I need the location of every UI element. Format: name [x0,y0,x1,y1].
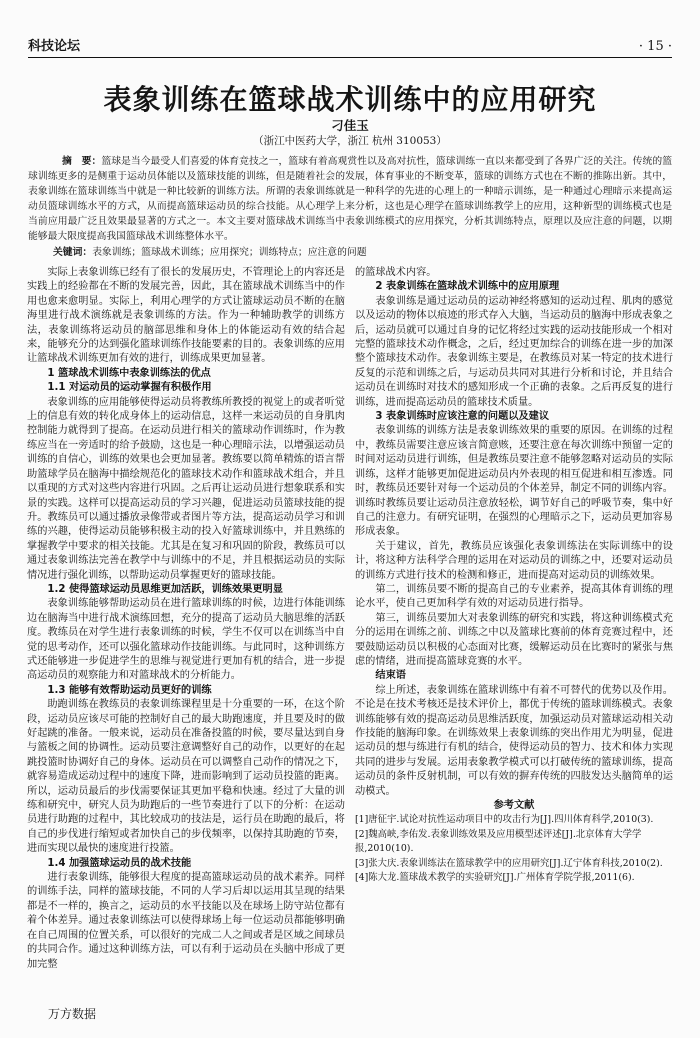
database-watermark: 万方数据 [48,1007,97,1021]
reference-item: [3]张大庆.表象训练法在篮球教学中的应用研究[J].辽宁体育科技,2010(2). [355,857,663,869]
section-2-paragraph: 表象训练是通过运动员的运动神经将感知的运动过程、肌肉的感觉以及运动的物体以痕迹的形式存入大脑，当运动员的脑海中形成表象之后，运动员就可以通过自身的记忆将经过实践的运动技能形成一个相对完整的篮球技术动作概念，之后，经过更加综合的训练在进一步的加深整个篮球技术动作。表象训练主要是，在教练员对某一特定的技术进行反复的示范和训练之后，与运动员共同对其进行分析和讨论，并且结合运动员在训练时对技术的感知形成一个正确的表象。之后再反复的进行训练，进而提高运动员的篮球技术质量。 [355,295,673,408]
section-1-2-paragraph: 表象训练能够帮助运动员在进行篮球训练的时候，边进行体能训练边在脑海当中进行战术演练回想，充分的提高了运动员大脑思维的活跃度。教练员在对学生进行表象训练的时候，学生不仅可以在训练当中自觉的思考动作，还可以强化篮球动作技能训练。与此同时，这种训练方式还能够进一步促进学生的思维与视觉进行更加有机的结合，进一步提高运动员的观察能力和对篮球战术的分析能力。 [27,598,345,682]
section-1-1-paragraph: 表象训练的应用能够使得运动员将教练所教授的视觉上的或者听觉上的信息有效的转化成身体上的运动信息，这样一来运动员的自身肌肉控制能力就得到了提高。在运动员进行相关的篮球动作训练时，作为教练应当在一旁适时的给予鼓励，这也是一种心理暗示法，以增强运动员训练的自信心，训练的效果也会更加显著。教练要以简单精炼的语言帮助篮球学员在脑海中描绘规范化的篮球技术动作和篮球战术组合，并且以重现的方式对这些内容进行巩固。之后再让运动员进行想象联系和实景的实践。这样可以提高运动员的学习兴趣，促进运动员篮球技能的提升。教练员可以通过播放录像带或者图片等方法，提高运动员学习和训练的兴趣，使得运动员能够积极主动的投入好篮球训练中，并且熟练的掌握教学中要求的相关技能。尤其是在复习和巩固的阶段，教练员可以通过表象训练法完善在教学中与训练中的不足，并且根据运动员的实际情况进行强化训练，以帮助运动员掌握更好的篮球技能。 [27,396,345,581]
author-affiliation: （浙江中医药大学，浙江 杭州 310053） [253,135,447,147]
keywords-text: 表象训练；篮球战术训练；应用探究；训练特点；应注意的问题 [92,247,367,258]
conclusion-heading: 结束语 [375,670,406,682]
author-name: 刁佳玉 [331,118,369,133]
running-header [28,38,672,56]
journal-section-name: 科技论坛 [28,39,81,54]
header-rule [28,57,672,58]
section-1-4-heading: 1.4 加强篮球运动员的战术技能 [47,857,192,869]
suggestion-1-paragraph: 关于建议，首先，教练员应该强化表象训练法在实际训练中的设计，将这种方法科学合理的运用在对运动员的训练之中，还要对运动员的训练方式进行技术的检测和修正，进而提高对运动员的训练效果。 [355,540,673,581]
section-1-4-paragraph: 进行表象训练，能够很大程度的提高篮球运动员的战术素养。同样的训练手法，同样的篮球技能，不同的人学习后却以运用其呈现的结果都是不一样的，换言之，运动员的水平技能以及在球场上防守站位都有着个体差异。通过表象训练法可以使得球场上每一位运动员都能够明确在自己周围的位置关系，可以很好的完成二人之间或者是区域之间球员的共同合作。通过这种训练方法，可以有利于运动员在头脑中形成了更加完整 [27,872,345,970]
article-title: 表象训练在篮球战术训练中的应用研究 [103,83,597,116]
section-1-4-paragraph-continued: 的篮球战术内容。 [355,267,437,278]
abstract-text: 篮球是当今最受人们喜爱的体育竞技之一，篮球有着高观赏性以及高对抗性，篮球训练一直以来都受到了各界广泛的关注。传统的篮球训练更多的是侧重于运动员体能以及篮球技能的训练，但是随着社会的发展，体育事业的不断变革，篮球的训练方式也在不断的推陈出新。其中，表象训练在篮球训练当中就是一种比较新的训练方法。所谓的表象训练就是一种科学的先进的心理上的一种暗示训练，是一种通过心理暗示来提高运动员篮球训练水平的方式，从而提高篮球运动员的综合技能。从心理学上来分析，这也是心理学在篮球训练教学上的应用，这种新型的训练模式也是当前应用最广泛且效果最显著的方式之一。本文主要对篮球战术训练当中表象训练模式的应用探究，分析其训练特点，原理以及应注意的问题，以期能够最大限度提高我国篮球战术训练整体水平。 [28,156,673,242]
section-1-heading: 1 篮球战术训练中表象训练法的优点 [47,367,211,379]
reference-item: [1]唐征宇.试论对抗性运动项目中的攻击行为[J].四川体育科学,2010(3). [355,814,654,826]
section-1-3-paragraph: 助跑训练在教练员的表象训练课程里是十分重要的一环，在这个阶段，运动员应该尽可能的控制好自己的最大助跑速度，并且要及时的做好起跳的准备。一般来说，运动员在准备投篮的时候，要尽量达到自身与篮板之间的协调性。运动员要注意调整好自己的动作，以更好的在起跳投篮时协调好自己的身体。运动员在可以调整自己动作的情况之下，就容易造成运动过程中的速度下降，进而影响到了运动员投篮的距离。所以，运动员最后的步伐需要保证其更加平稳和快速。经过了大量的训练和研究中，研究人员为助跑后的一些节奏进行了以下的分析：在运动员进行助跑的过程中，其比较成功的技法是，运行员在助跑的最后，将自己的步伐进行缩短或者加快自己的步伐频率，以保持其助跑的节奏，进而实现以最快的速度进行投篮。 [27,699,345,855]
abstract [28,154,672,244]
section-3-paragraph: 表象训练的训练方法是表象训练效果的重要的原因。在训练的过程中，教练员需要注意应该言简意赅，还要注意在每次训练中预留一定的时间对运动员进行训练，但是教练员要注意不能够忽略对运动员的实际训练，这样才能够更加促进运动员内外表现的相互促进和相互渗透。同时，教练员还要针对每一个运动员的个体差异，制定不同的训练内容。训练时教练员要让运动员注意放轻松，调节好自己的呼吸节奏，集中好自己的注意力。有研究证明，在强烈的心理暗示之下，运动员更加容易形成表象。 [355,425,673,538]
page-number: · 15 · [638,39,672,54]
right-column [355,266,673,885]
conclusion-paragraph: 综上所述，表象训练在篮球训练中有着不可替代的优势以及作用。不论是在技术考核还是技术评价上，都优于传统的篮球训练模式。表象训练能够有效的提高运动员思维活跃度，加强运动员对篮球运动相关动作技能的脑海印象。在训练效果上表象训练的突出作用尤为明显，促进运动员的想与练进行有机的结合，使得运动员的智力、技术和体力实现共同的进步与发展。运用表象教学模式可以打破传统的篮球训练，提高运动员的条件反射机制，可以有效的摒弃传统的四肢发达头脑简单的运动模式。 [355,684,673,797]
abstract-label: 摘 要： [62,156,102,167]
section-1-3-heading: 1.3 能够有效帮助运动员更好的训练 [47,684,212,696]
intro-paragraph: 实际上表象训练已经有了很长的发展历史，不管理论上的内容还是实践上的经验都在不断的发展完善，因此，其在篮球战术训练当中的作用也愈来愈明显。实际上，利用心理学的方式让篮球运动员不断的在脑海里进行战术演练就是表象训练的方法。作为一种辅助教学的训练方法，表象训练将运动员的脑部思维和身体上的体能运动有效的结合起来，能够充分的达到强化篮球训练作技能要素的目的。表象训练的应用让篮球战术训练更加有效的进行，训练成果更加显著。 [27,267,345,365]
section-2-heading: 2 表象训练在篮球战术训练中的应用原理 [375,281,560,293]
suggestion-3-paragraph: 第三，训练员要加大对表象训练的研究和实践，将这种训练模式充分的运用在训练之前、训练之中以及篮球比赛前的体育竞赛过程中，还要鼓励运动员以积极的心态面对比赛，缓解运动员在比赛时的紧张与焦虑的情绪，进而提高篮球竞赛的水平。 [355,612,673,667]
left-column [27,266,345,972]
section-1-1-heading: 1.1 对运动员的运动掌握有积极作用 [47,382,212,394]
reference-item: [4]陈大龙.篮球战术教学的实验研究[J].广州体育学院学报,2011(6). [355,872,635,884]
suggestion-2-paragraph: 第二，训练员要不断的提高自己的专业素养，提高其体育训练的理论水平，使自己更加科学有效的对运动员进行指导。 [355,583,673,610]
reference-list [355,813,673,885]
reference-item: [2]魏高峡,李佑发.表象训练效果及应用模型述评述[J].北京体育大学学报,2010(10). [355,828,642,855]
keywords-label: 关键词： [53,247,93,258]
references-heading: 参考文献 [493,800,535,812]
keywords [28,245,672,260]
section-3-heading: 3 表象训练时应该注意的问题以及建议 [375,411,550,423]
section-1-2-heading: 1.2 使得篮球运动员思维更加活跃，训练效果更明显 [47,583,283,595]
